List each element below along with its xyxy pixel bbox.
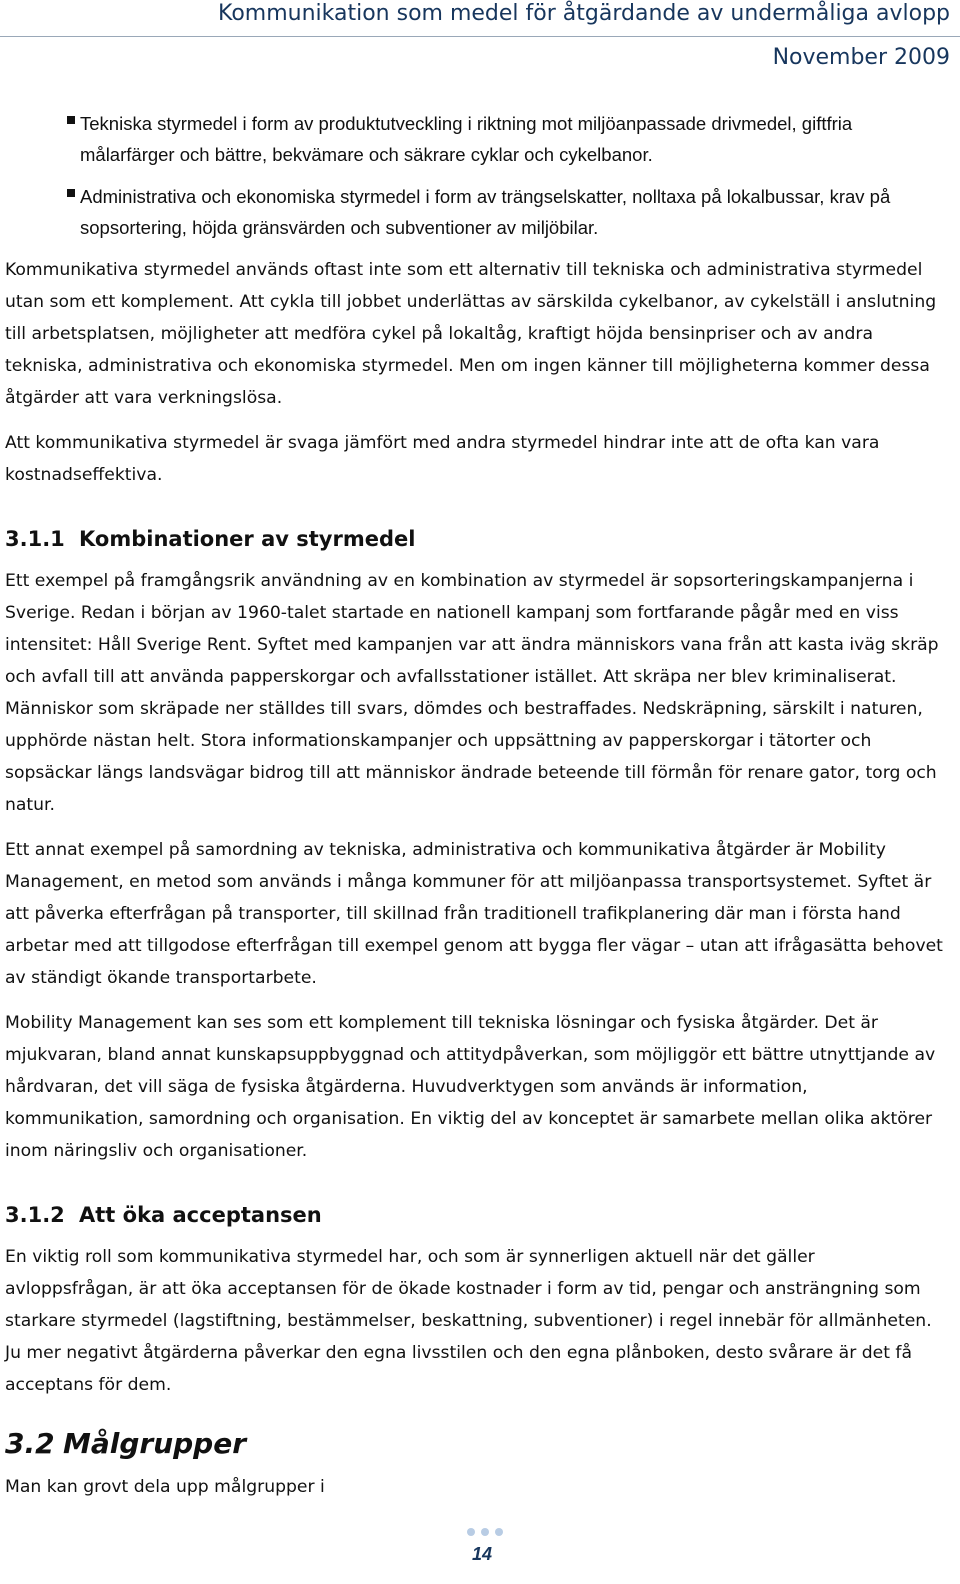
paragraph: Ett exempel på framgångsrik användning av en kombination av styrmedel är sopsorteringskampanjerna i Sverige. Redan i början av 1960-talet startade en nationell kampanj som fortfarande pågår med en viss intensitet: Håll Sverige Rent. Syftet med kampanjen var att ändra människors vana från att kasta iväg skräp och avfall till att använda papperskorgar och avfallsstationer istället. Att skräpa ner blev kriminaliserat. Människor som skräpade ner ställdes till svars, dömdes och bestraffades. Nedskräpning, särskilt i naturen, upphörde nästan helt. Stora informationskampanjer och uppsättning av papperskorgar i tätorter och sopsäckar längs landsvägar bidrog till att människor ändrade beteende till förmån för renare gator, torg och natur. bbox=[5, 571, 939, 815]
footer-dots bbox=[10, 1528, 960, 1536]
section-heading-3-1-1 bbox=[5, 523, 947, 555]
bullet-text: Administrativa och ekonomiska styrmedel i form av trängselskatter, nolltaxa på lokalbussar, krav på sopsortering, höjda gränsvärden och subventioner av miljöbilar. bbox=[80, 186, 891, 238]
paragraph: Ett annat exempel på samordning av tekniska, administrativa och kommunikativa åtgärder är Mobility Management, en metod som används i många kommuner för att miljöanpassa transportsystemet. Syftet är att påverka efterfrågan på transporter, till skillnad från traditionell trafikplanering där man i första hand arbetar med att tillgodose efterfrågan till exempel genom att bygga fler vägar – utan att ifrågasätta behovet av ständigt ökande transportarbete. bbox=[5, 840, 943, 988]
document-title: Kommunikation som medel för åtgärdande av undermåliga avlopp bbox=[218, 1, 950, 26]
bullet-item bbox=[5, 181, 947, 243]
section-number: 3.2 bbox=[5, 1427, 55, 1460]
paragraph: Mobility Management kan ses som ett komplement till tekniska lösningar och fysiska åtgärder. Det är mjukvaran, bland annat kunskapsuppbyggnad och attitydpåverkan, som möjliggör ett bättre utnyttjande av hårdvaran, det vill säga de fysiska åtgärderna. Huvudverktygen som används är information, kommunikation, samordning och organisation. En viktig del av konceptet är samarbete mellan olika aktörer inom näringsliv och organisationer. bbox=[5, 1013, 936, 1161]
header-rule bbox=[0, 36, 960, 37]
page-number: 14 bbox=[471, 1544, 493, 1564]
dot-icon bbox=[467, 1528, 475, 1536]
document-date: November 2009 bbox=[772, 45, 950, 70]
section-title: Kombinationer av styrmedel bbox=[79, 527, 416, 551]
paragraph: En viktig roll som kommunikativa styrmedel har, och som är synnerligen aktuell när det gäller avloppsfrågan, är att öka acceptansen för de ökade kostnader i form av tid, pengar och ansträngning som starkare styrmedel (lagstiftning, bestämmelser, beskattning, subventioner) i regel innebär för allmänheten. Ju mer negativt åtgärderna påverkar den egna livsstilen och den egna plånboken, desto svårare är det få acceptans för dem. bbox=[5, 1247, 932, 1395]
page-body bbox=[5, 108, 947, 1516]
section-title: Att öka acceptansen bbox=[79, 1203, 322, 1227]
section-number: 3.1.1 bbox=[5, 527, 65, 551]
bullet-list bbox=[5, 108, 947, 243]
square-bullet-icon bbox=[67, 189, 75, 197]
paragraph: Att kommunikativa styrmedel är svaga jämfört med andra styrmedel hindrar inte att de ofta kan vara kostnadseffektiva. bbox=[5, 433, 880, 485]
square-bullet-icon bbox=[67, 116, 75, 124]
section-heading-3-1-2 bbox=[5, 1199, 947, 1231]
dot-icon bbox=[481, 1528, 489, 1536]
dot-icon bbox=[495, 1528, 503, 1536]
section-title: Målgrupper bbox=[63, 1427, 247, 1460]
paragraph: Man kan grovt dela upp målgrupper i bbox=[5, 1477, 325, 1497]
section-number: 3.1.2 bbox=[5, 1203, 65, 1227]
bullet-text: Tekniska styrmedel i form av produktutveckling i riktning mot miljöanpassade drivmedel, giftfria målarfärger och bättre, bekvämare och säkrare cyklar och cykelbanor. bbox=[80, 113, 853, 165]
paragraph: Kommunikativa styrmedel används oftast inte som ett alternativ till tekniska och administrativa styrmedel utan som ett komplement. Att cykla till jobbet underlättas av särskilda cykelbanor, av cykelställ i anslutning till arbetsplatsen, möjligheter att medföra cykel på lokaltåg, kraftigt höjda bensinpriser och av andra tekniska, administrativa och ekonomiska styrmedel. Men om ingen känner till möjligheterna kommer dessa åtgärder att vara verkningslösa. bbox=[5, 260, 937, 408]
bullet-item bbox=[5, 108, 947, 170]
page-footer bbox=[0, 1528, 960, 1565]
section-heading-3-2 bbox=[5, 1425, 947, 1463]
